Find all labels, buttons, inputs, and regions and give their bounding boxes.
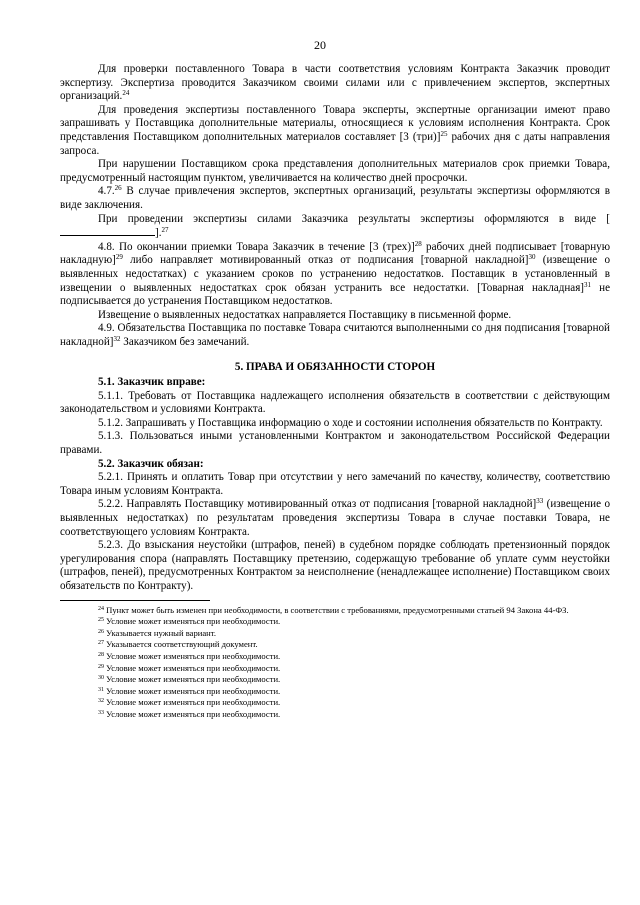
footnote: $^{33}$ Условие может изменяться при необходимости.: [98, 708, 281, 719]
paragraph-4-7: 4.7.26 В случае привлечения экспертов, экспертных организаций, результаты экспертизы оформляются в виде заключения.: [60, 184, 610, 211]
paragraph-additional-materials: Для проведения экспертизы поставленного Товара эксперты, экспертные организации имеют право запрашивать у Поставщика дополнительные материалы, относящиеся к условиям исполнения Контракта. Срок представления Поставщиком дополнительных материалов составляет [3 (три)]$^{25}$ рабочих дня с даты направления запроса.: [60, 103, 610, 157]
paragraph-5-2-1: 5.2.1. Принять и оплатить Товар при отсутствии у него замечаний по качеству, количеству, соответствию Товара иным условиям Контракта.: [60, 471, 610, 497]
document-body: [60, 63, 610, 721]
footnote: $^{30}$ Условие может изменяться при необходимости.: [98, 674, 281, 685]
paragraph-5-1-1: 5.1.1. Требовать от Поставщика надлежащего исполнения обязательств в соответствии с действующим законодательством и условиями Контракта.: [60, 389, 610, 416]
paragraph-5-1-2: 5.1.2. Запрашивать у Поставщика информацию о ходе и состоянии исполнения обязательств по Контракту.: [98, 416, 603, 429]
paragraph-expertise: Для проверки поставленного Товара в части соответствия условиям Контракта Заказчик проводит экспертизу. Экспертиза проводится Заказчиком своими силами или с привлечением экспертов, экспертных организаций.$^{24}$: [60, 63, 610, 103]
section-title: 5. ПРАВА И ОБЯЗАННОСТИ СТОРОН: [234, 361, 436, 374]
footnote: $^{25}$ Условие может изменяться при необходимости.: [98, 616, 281, 627]
paragraph-5-2-2: 5.2.2. Направлять Поставщику мотивированный отказ от подписания [товарной накладной]$^{33}$ (извещение о выявленных недостатках) по результатам проведения экспертизы Товара в случае поставки Товара, не соответствующего условиям Контракта.: [60, 497, 610, 538]
subsection-5-1: 5.1. Заказчик вправе:: [98, 376, 206, 389]
footnote: $^{26}$ Указывается нужный вариант.: [98, 627, 217, 638]
paragraph-5-1-3: 5.1.3. Пользоваться иными установленными Контрактом и законодательством Российской Федерации правами.: [60, 430, 610, 457]
footnotes: [60, 605, 610, 721]
paragraph-4-9: 4.9. Обязательства Поставщика по поставке Товара считаются выполненными со дня подписания [товарной накладной]$^{32}$ Заказчиком без замечаний.: [60, 322, 610, 348]
paragraph-4-8: 4.8. По окончании приемки Товара Заказчик в течение [3 (трех)]$^{28}$ рабочих дней подписывает [товарную накладную]$^{29}$ либо направляет мотивированный отказ от подписания [товарной накладной]$^{30}$ (извещение о выявленных недостатках) с указанием сроков по устранению недостатков. Поставщик в установленный в извещении о выявленных недостатках срок обязан устранить все недостатки. [Товарная накладная]$^{31}$ не подписывается до устранения Поставщиком недостатков.: [60, 239, 611, 308]
paragraph-5-2-3: 5.2.3. До взыскания неустойки (штрафов, пеней) в судебном порядке соблюдать претензионный порядок урегулирования спора (направлять Поставщику претензию, содержащую требование об уплате сумм неустойки (штрафов, пеней), предусмотренных Контрактом за неисполнение (ненадлежащее исполнение) Поставщиком своих обязательств по Контракту).: [60, 539, 610, 592]
footnote-divider: [60, 600, 210, 601]
footnote: $^{31}$ Условие может изменяться при необходимости.: [98, 685, 281, 696]
paragraph-delay: При нарушении Поставщиком срока представления дополнительных материалов срок приемки Товара, предусмотренный настоящим пунктом, увеличивается на количество дней просрочки.: [60, 158, 610, 184]
paragraph-customer-expertise: При проведении экспертизы силами Заказчика результаты экспертизы оформляются в виде [].$^{27}$: [60, 213, 610, 241]
footnote: $^{32}$ Условие может изменяться при необходимости.: [98, 697, 281, 708]
page-number: 20: [314, 38, 326, 52]
footnote: $^{28}$ Условие может изменяться при необходимости.: [98, 650, 281, 661]
blank-field: [60, 226, 155, 236]
footnote: $^{27}$ Указывается соответствующий документ.: [98, 639, 258, 650]
subsection-5-2: 5.2. Заказчик обязан:: [98, 457, 204, 470]
paragraph-notice: Извещение о выявленных недостатках направляется Поставщику в письменной форме.: [98, 308, 512, 321]
footnote: $^{24}$ Пункт может быть изменен при необходимости, в соответствии с требованиями, предусмотренными статьей 94 Закона 44-ФЗ.: [98, 604, 569, 615]
footnote: $^{29}$ Условие может изменяться при необходимости.: [98, 662, 281, 673]
